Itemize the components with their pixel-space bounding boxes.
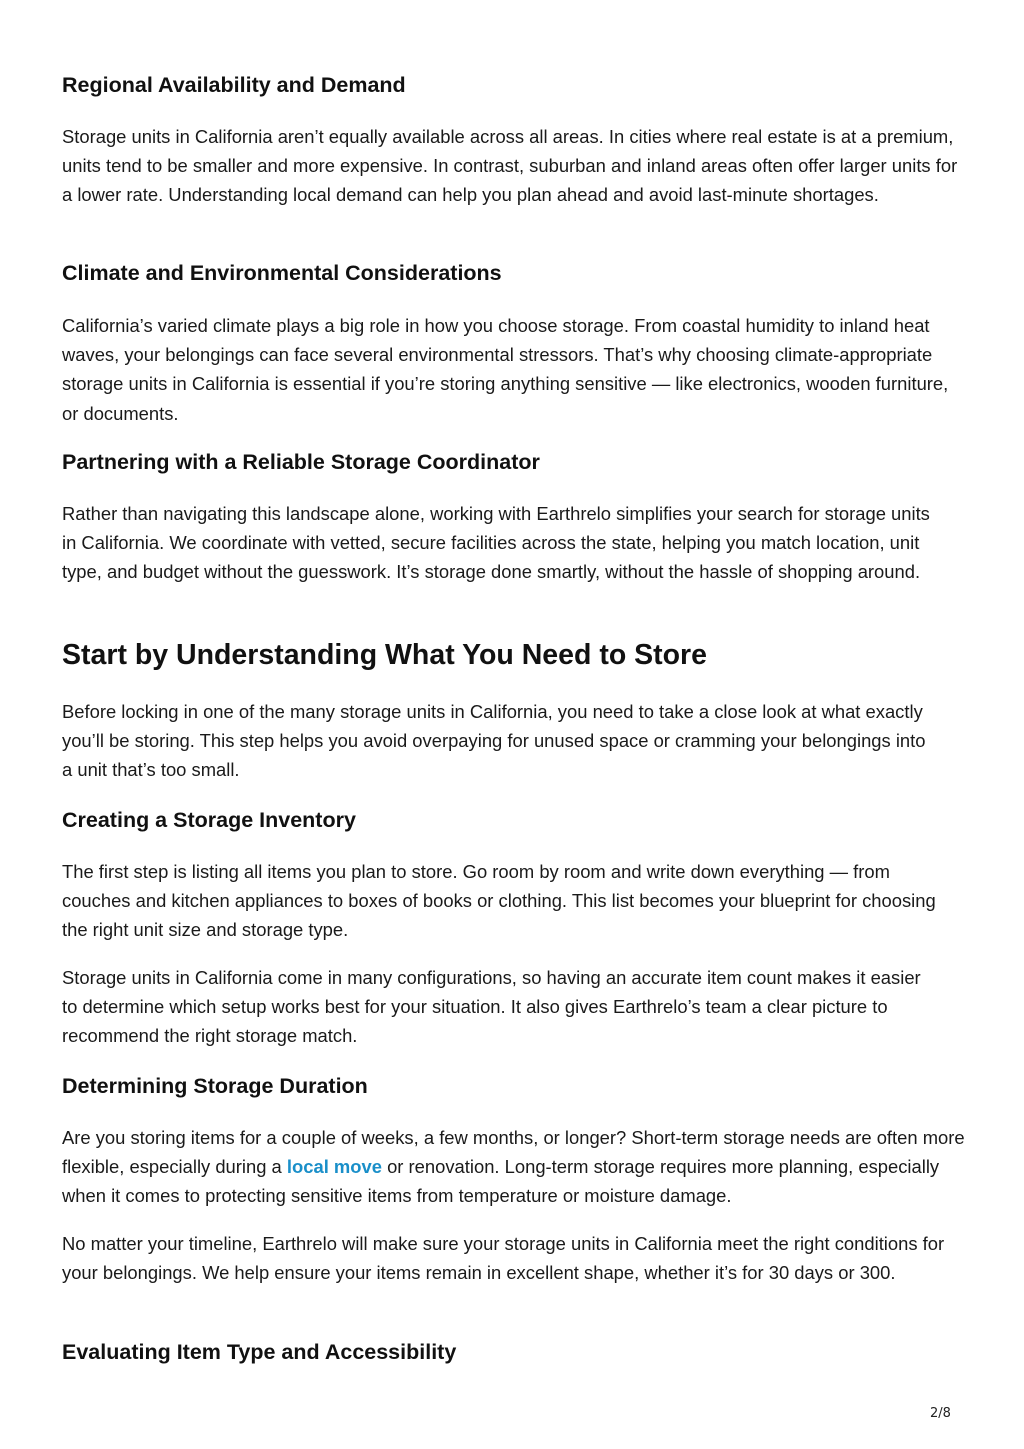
paragraph-text: Are you storing items for a couple of weeks, a few months, or longer? Short-term storage needs are often more flexible, especially during a xyxy=(62,1127,965,1178)
heading-climate-considerations: Climate and Environmental Considerations xyxy=(62,261,502,285)
heading-storage-duration: Determining Storage Duration xyxy=(62,1074,368,1098)
heading-start-understanding: Start by Understanding What You Need to Store xyxy=(62,639,707,671)
paragraph-storage-inventory-2: Storage units in California come in many configurations, so having an accurate item count makes it easier to determine which setup works best for your situation. It also gives Earthrelo’s team a clear picture to recommend the right storage match. xyxy=(62,967,921,1047)
paragraph-storage-duration-1 xyxy=(62,1123,967,1211)
page-number: 2/8 xyxy=(930,1406,951,1421)
heading-regional-availability: Regional Availability and Demand xyxy=(62,73,406,97)
paragraph-regional-availability: Storage units in California aren’t equally available across all areas. In cities where real estate is at a premium, units tend to be smaller and more expensive. In contrast, suburban and inland areas often offer larger units for a lower rate. Understanding local demand can help you plan ahead and avoid last-minute shortages. xyxy=(62,126,958,206)
paragraph-storage-inventory-1: The first step is listing all items you plan to store. Go room by room and write down everything — from couches and kitchen appliances to boxes of books or clothing. This list becomes your blueprint for choosing the right unit size and storage type. xyxy=(62,861,936,941)
heading-evaluating-item-type: Evaluating Item Type and Accessibility xyxy=(62,1340,457,1364)
paragraph-climate-considerations: California’s varied climate plays a big role in how you choose storage. From coastal humidity to inland heat waves, your belongings can face several environmental stressors. That’s why choosing climate-appropriate storage units in California is essential if you’re storing anything sensitive — like electronics, wooden furniture, or documents. xyxy=(62,315,949,424)
paragraph-partnering-coordinator: Rather than navigating this landscape alone, working with Earthrelo simplifies your search for storage units in California. We coordinate with vetted, secure facilities across the state, helping you match location, unit type, and budget without the guesswork. It’s storage done smartly, without the hassle of shopping around. xyxy=(62,503,930,583)
heading-partnering-coordinator: Partnering with a Reliable Storage Coordinator xyxy=(62,450,540,474)
paragraph-start-understanding: Before locking in one of the many storage units in California, you need to take a close look at what exactly you’ll be storing. This step helps you avoid overpaying for unused space or cramming your belongings into a unit that’s too small. xyxy=(62,701,926,781)
paragraph-text: or renovation. Long-term storage requires more planning, especially when it comes to protecting sensitive items from temperature or moisture damage. xyxy=(62,1156,940,1207)
heading-storage-inventory: Creating a Storage Inventory xyxy=(62,808,356,832)
paragraph-storage-duration-2: No matter your timeline, Earthrelo will make sure your storage units in California meet the right conditions for your belongings. We help ensure your items remain in excellent shape, whether it’s for 30 days or 300. xyxy=(62,1233,945,1284)
local-move-link[interactable]: local move xyxy=(286,1156,382,1178)
